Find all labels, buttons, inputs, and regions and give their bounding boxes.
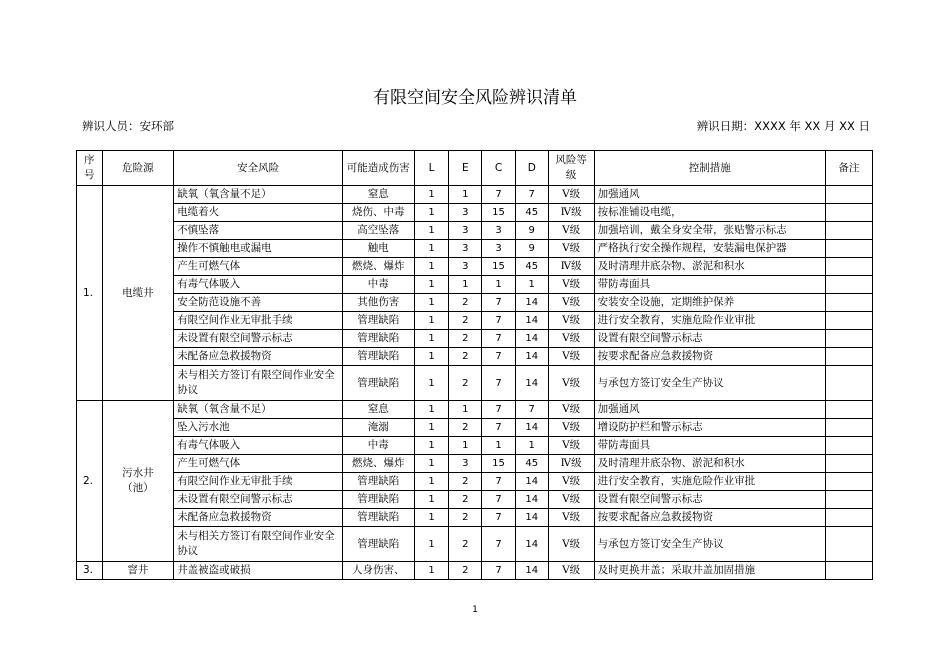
level-cell: Ⅴ级 [548, 527, 594, 562]
d-cell: 14 [515, 527, 548, 562]
header-level: 风险等级 [548, 151, 594, 186]
l-cell: 1 [414, 491, 449, 509]
c-cell: 7 [482, 186, 516, 204]
risk-cell: 有毒气体吸入 [174, 437, 343, 455]
l-cell: 1 [414, 240, 449, 258]
risk-cell: 有限空间作业无审批手续 [174, 312, 343, 330]
page-number: 1 [472, 605, 478, 615]
risk-cell: 有毒气体吸入 [174, 276, 343, 294]
header-e: E [449, 151, 482, 186]
harm-cell: 高空坠落 [343, 222, 415, 240]
d-cell: 14 [515, 509, 548, 527]
c-cell: 7 [482, 527, 516, 562]
e-cell: 3 [449, 204, 482, 222]
table-row [77, 186, 873, 204]
e-cell: 2 [449, 312, 482, 330]
note-cell [825, 204, 872, 222]
risk-cell: 缺氧（氧含量不足） [174, 186, 343, 204]
measure-cell: 按标准铺设电缆， [594, 204, 825, 222]
l-cell: 1 [414, 312, 449, 330]
table-header-row [77, 151, 873, 186]
e-cell: 2 [449, 509, 482, 527]
note-cell [825, 509, 872, 527]
table-row [77, 258, 873, 276]
note-cell [825, 401, 872, 419]
measure-cell: 加强通风 [594, 186, 825, 204]
risk-cell: 操作不慎触电或漏电 [174, 240, 343, 258]
e-cell: 2 [449, 348, 482, 366]
e-cell: 2 [449, 294, 482, 312]
harm-cell: 管理缺陷 [343, 527, 415, 562]
risk-cell: 缺氧（氧含量不足） [174, 401, 343, 419]
table-row [77, 294, 873, 312]
c-cell: 7 [482, 312, 516, 330]
e-cell: 1 [449, 437, 482, 455]
table-row [77, 509, 873, 527]
note-cell [825, 312, 872, 330]
d-cell: 1 [515, 437, 548, 455]
l-cell: 1 [414, 562, 449, 580]
level-cell: Ⅴ级 [548, 509, 594, 527]
header-risk: 安全风险 [174, 151, 343, 186]
date-label: 辨识日期：XXXX 年 XX 月 XX 日 [696, 119, 870, 133]
c-cell: 7 [482, 419, 516, 437]
table-row [77, 330, 873, 348]
d-cell: 14 [515, 473, 548, 491]
level-cell: Ⅳ级 [548, 258, 594, 276]
table-row [77, 348, 873, 366]
harm-cell: 触电 [343, 240, 415, 258]
measure-cell: 及时清理井底杂物、淤泥和积水 [594, 258, 825, 276]
c-cell: 15 [482, 258, 516, 276]
harm-cell: 管理缺陷 [343, 330, 415, 348]
measure-cell: 与承包方签订安全生产协议 [594, 366, 825, 401]
measure-cell: 严格执行安全操作规程，安装漏电保护器 [594, 240, 825, 258]
d-cell: 45 [515, 258, 548, 276]
l-cell: 1 [414, 455, 449, 473]
c-cell: 1 [482, 276, 516, 294]
table-row [77, 312, 873, 330]
d-cell: 14 [515, 330, 548, 348]
l-cell: 1 [414, 419, 449, 437]
harm-cell: 其他伤害 [343, 294, 415, 312]
l-cell: 1 [414, 348, 449, 366]
harm-cell: 燃烧、爆炸 [343, 455, 415, 473]
identifier-label: 辨识人员：安环部 [82, 119, 174, 133]
measure-cell: 及时清理井底杂物、淤泥和积水 [594, 455, 825, 473]
table-row [77, 455, 873, 473]
note-cell [825, 348, 872, 366]
level-cell: Ⅴ级 [548, 240, 594, 258]
level-cell: Ⅴ级 [548, 419, 594, 437]
level-cell: Ⅴ级 [548, 401, 594, 419]
e-cell: 3 [449, 222, 482, 240]
header-note: 备注 [825, 151, 872, 186]
level-cell: Ⅴ级 [548, 186, 594, 204]
risk-cell: 不慎坠落 [174, 222, 343, 240]
d-cell: 14 [515, 491, 548, 509]
level-cell: Ⅴ级 [548, 330, 594, 348]
e-cell: 2 [449, 330, 482, 348]
measure-cell: 安装安全设施，定期维护保养 [594, 294, 825, 312]
level-cell: Ⅴ级 [548, 276, 594, 294]
header-source: 危险源 [102, 151, 174, 186]
table-body [77, 186, 873, 580]
c-cell: 3 [482, 240, 516, 258]
measure-cell: 进行安全教育，实施危险作业审批 [594, 312, 825, 330]
d-cell: 7 [515, 401, 548, 419]
d-cell: 1 [515, 276, 548, 294]
d-cell: 9 [515, 240, 548, 258]
level-cell: Ⅳ级 [548, 204, 594, 222]
c-cell: 1 [482, 437, 516, 455]
level-cell: Ⅴ级 [548, 222, 594, 240]
note-cell [825, 455, 872, 473]
harm-cell: 管理缺陷 [343, 509, 415, 527]
l-cell: 1 [414, 186, 449, 204]
measure-cell: 带防毒面具 [594, 437, 825, 455]
risk-cell: 坠入污水池 [174, 419, 343, 437]
table-row [77, 437, 873, 455]
d-cell: 14 [515, 348, 548, 366]
level-cell: Ⅳ级 [548, 455, 594, 473]
l-cell: 1 [414, 204, 449, 222]
c-cell: 15 [482, 455, 516, 473]
c-cell: 7 [482, 509, 516, 527]
header-l: L [414, 151, 449, 186]
note-cell [825, 276, 872, 294]
risk-cell: 产生可燃气体 [174, 455, 343, 473]
e-cell: 1 [449, 276, 482, 294]
header-measure: 控制措施 [594, 151, 825, 186]
d-cell: 7 [515, 186, 548, 204]
risk-cell: 安全防范设施不善 [174, 294, 343, 312]
c-cell: 7 [482, 348, 516, 366]
risk-cell: 有限空间作业无审批手续 [174, 473, 343, 491]
table-row [77, 401, 873, 419]
d-cell: 45 [515, 455, 548, 473]
c-cell: 7 [482, 330, 516, 348]
measure-cell: 按要求配备应急救援物资 [594, 509, 825, 527]
e-cell: 2 [449, 473, 482, 491]
l-cell: 1 [414, 527, 449, 562]
l-cell: 1 [414, 401, 449, 419]
measure-cell: 进行安全教育，实施危险作业审批 [594, 473, 825, 491]
c-cell: 3 [482, 222, 516, 240]
d-cell: 14 [515, 419, 548, 437]
harm-cell: 燃烧、爆炸 [343, 258, 415, 276]
risk-cell: 未设置有限空间警示标志 [174, 330, 343, 348]
measure-cell: 增设防护栏和警示标志 [594, 419, 825, 437]
harm-cell: 管理缺陷 [343, 366, 415, 401]
c-cell: 7 [482, 294, 516, 312]
page-title: 有限空间安全风险辨识清单 [373, 88, 577, 108]
level-cell: Ⅴ级 [548, 437, 594, 455]
header-c: C [482, 151, 516, 186]
note-cell [825, 562, 872, 580]
risk-cell: 未设置有限空间警示标志 [174, 491, 343, 509]
note-cell [825, 473, 872, 491]
l-cell: 1 [414, 509, 449, 527]
harm-cell: 管理缺陷 [343, 312, 415, 330]
harm-cell: 管理缺陷 [343, 348, 415, 366]
l-cell: 1 [414, 437, 449, 455]
note-cell [825, 366, 872, 401]
measure-cell: 带防毒面具 [594, 276, 825, 294]
d-cell: 14 [515, 294, 548, 312]
c-cell: 15 [482, 204, 516, 222]
c-cell: 7 [482, 366, 516, 401]
risk-cell: 未与相关方签订有限空间作业安全协议 [174, 366, 343, 401]
risk-cell: 未与相关方签订有限空间作业安全协议 [174, 527, 343, 562]
note-cell [825, 419, 872, 437]
group-source: 电缆井 [102, 186, 174, 401]
risk-cell: 产生可燃气体 [174, 258, 343, 276]
e-cell: 2 [449, 562, 482, 580]
harm-cell: 烧伤、中毒 [343, 204, 415, 222]
level-cell: Ⅴ级 [548, 348, 594, 366]
measure-cell: 与承包方签订安全生产协议 [594, 527, 825, 562]
risk-cell: 未配备应急救援物资 [174, 348, 343, 366]
d-cell: 14 [515, 312, 548, 330]
level-cell: Ⅴ级 [548, 366, 594, 401]
measure-cell: 设置有限空间警示标志 [594, 491, 825, 509]
risk-table [76, 150, 873, 580]
group-seq: 2. [77, 401, 103, 562]
table-row [77, 473, 873, 491]
risk-cell: 电缆着火 [174, 204, 343, 222]
note-cell [825, 222, 872, 240]
e-cell: 1 [449, 401, 482, 419]
measure-cell: 按要求配备应急救援物资 [594, 348, 825, 366]
harm-cell: 淹溺 [343, 419, 415, 437]
harm-cell: 管理缺陷 [343, 473, 415, 491]
measure-cell: 加强通风 [594, 401, 825, 419]
note-cell [825, 186, 872, 204]
table-row [77, 204, 873, 222]
header-harm: 可能造成伤害 [343, 151, 415, 186]
measure-cell: 设置有限空间警示标志 [594, 330, 825, 348]
level-cell: Ⅴ级 [548, 294, 594, 312]
note-cell [825, 437, 872, 455]
risk-cell: 未配备应急救援物资 [174, 509, 343, 527]
e-cell: 3 [449, 258, 482, 276]
c-cell: 7 [482, 491, 516, 509]
group-source: 污水井（池） [102, 401, 174, 562]
c-cell: 7 [482, 473, 516, 491]
harm-cell: 管理缺陷 [343, 491, 415, 509]
e-cell: 1 [449, 186, 482, 204]
c-cell: 7 [482, 401, 516, 419]
e-cell: 2 [449, 366, 482, 401]
harm-cell: 窒息 [343, 401, 415, 419]
e-cell: 3 [449, 240, 482, 258]
table-row [77, 240, 873, 258]
l-cell: 1 [414, 473, 449, 491]
measure-cell: 及时更换井盖；采取井盖加固措施 [594, 562, 825, 580]
harm-cell: 中毒 [343, 276, 415, 294]
d-cell: 9 [515, 222, 548, 240]
l-cell: 1 [414, 294, 449, 312]
note-cell [825, 258, 872, 276]
e-cell: 2 [449, 419, 482, 437]
level-cell: Ⅴ级 [548, 473, 594, 491]
e-cell: 2 [449, 491, 482, 509]
group-seq: 3. [77, 562, 103, 580]
level-cell: Ⅴ级 [548, 491, 594, 509]
note-cell [825, 527, 872, 562]
note-cell [825, 240, 872, 258]
group-seq: 1. [77, 186, 103, 401]
note-cell [825, 294, 872, 312]
table-row [77, 222, 873, 240]
level-cell: Ⅴ级 [548, 562, 594, 580]
group-source: 窨井 [102, 562, 174, 580]
risk-cell: 井盖被盗或破损 [174, 562, 343, 580]
d-cell: 14 [515, 366, 548, 401]
d-cell: 45 [515, 204, 548, 222]
l-cell: 1 [414, 276, 449, 294]
e-cell: 2 [449, 527, 482, 562]
table-row [77, 366, 873, 401]
table-row [77, 491, 873, 509]
harm-cell: 窒息 [343, 186, 415, 204]
l-cell: 1 [414, 366, 449, 401]
c-cell: 7 [482, 562, 516, 580]
header-d: D [515, 151, 548, 186]
measure-cell: 加强培训，戴全身安全带，张贴警示标志 [594, 222, 825, 240]
l-cell: 1 [414, 222, 449, 240]
e-cell: 3 [449, 455, 482, 473]
harm-cell: 中毒 [343, 437, 415, 455]
d-cell: 14 [515, 562, 548, 580]
table-row [77, 527, 873, 562]
level-cell: Ⅴ级 [548, 312, 594, 330]
l-cell: 1 [414, 258, 449, 276]
table-row [77, 276, 873, 294]
harm-cell: 人身伤害、 [343, 562, 415, 580]
note-cell [825, 491, 872, 509]
l-cell: 1 [414, 330, 449, 348]
table-row [77, 419, 873, 437]
table-row [77, 562, 873, 580]
note-cell [825, 330, 872, 348]
header-seq: 序号 [77, 151, 103, 186]
